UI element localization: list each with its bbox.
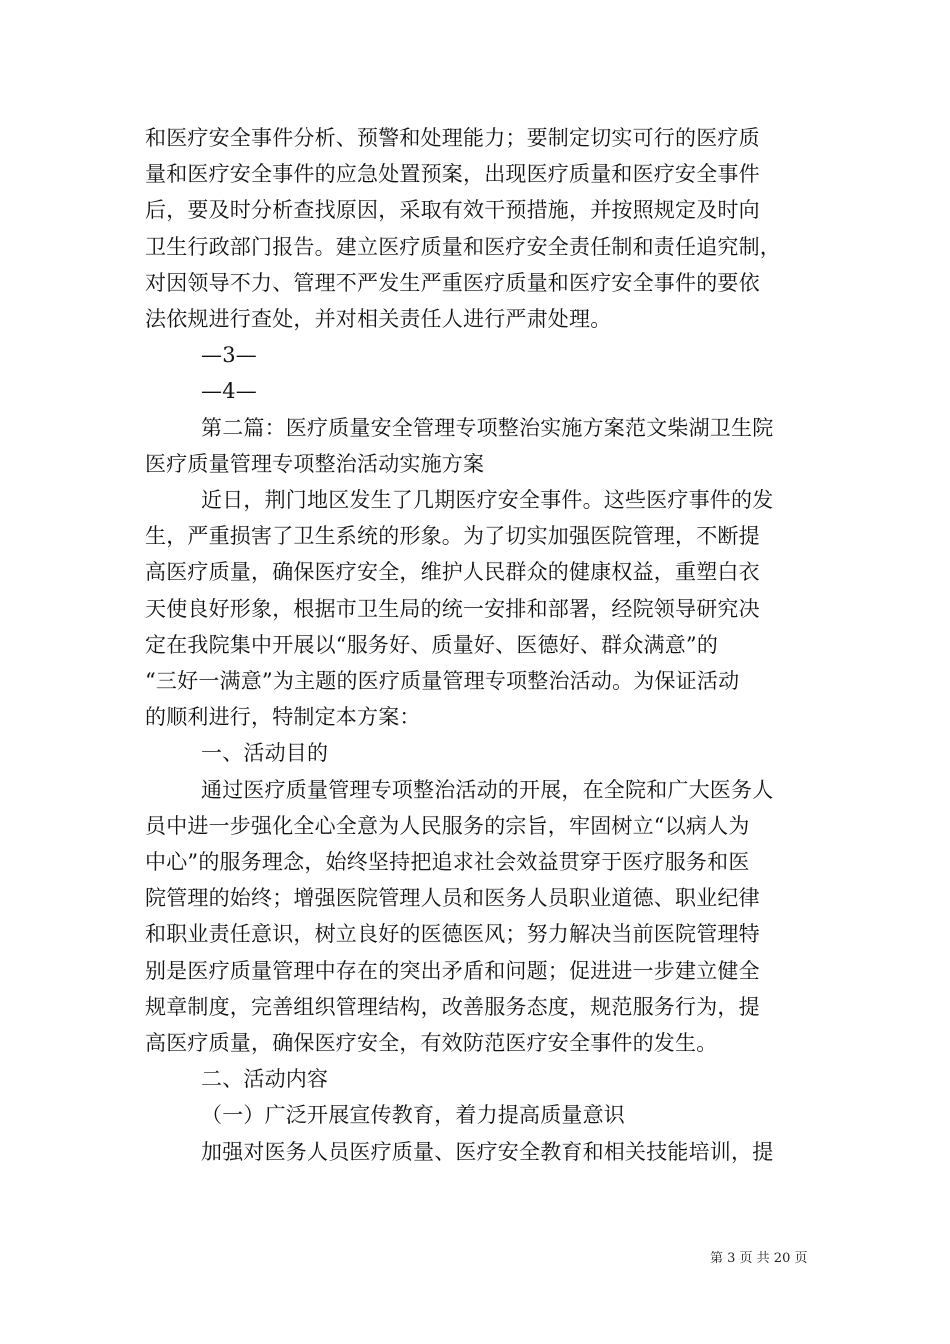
heading-activity-content: 二、活动内容 — [201, 1067, 329, 1092]
text-line-19: 通过医疗质量管理专项整治活动的开展，在全院和广大医务人 — [201, 777, 774, 802]
text-line-5: 对因领导不力、管理不严发生严重医疗质量和医疗安全事件的要依 — [145, 270, 760, 295]
text-line-6: 法依规进行查处，并对相关责任人进行严肃处理。 — [145, 307, 612, 332]
section-title: 第二篇：医疗质量安全管理专项整治实施方案范文柴湖卫生院 — [201, 415, 774, 440]
text-line-13: 高医疗质量，确保医疗安全，维护人民群众的健康权益，重塑白衣 — [145, 560, 760, 585]
text-line-12: 生，严重损害了卫生系统的形象。为了切实加强医院管理，不断提 — [145, 524, 760, 549]
text-line-21: 中心”的服务理念，始终坚持把追求社会效益贯穿于医疗服务和医 — [145, 850, 750, 875]
page-number-footer: 第 3 页 共 20 页 — [710, 1251, 808, 1266]
section-title-continued: 医疗质量管理专项整治活动实施方案 — [145, 451, 485, 476]
page-marker-3: —3— — [201, 343, 257, 368]
text-line-14: 天使良好形象，根据市卫生局的统一安排和部署，经院领导研究决 — [145, 596, 760, 621]
text-line-17: 的顺利进行，特制定本方案： — [145, 705, 421, 730]
text-line-25: 规章制度，完善组织管理结构，改善服务态度，规范服务行为，提 — [145, 994, 760, 1019]
text-line-22: 院管理的始终；增强医院管理人员和医务人员职业道德、职业纪律 — [145, 886, 760, 911]
text-line-16: “三好一满意”为主题的医疗质量管理专项整治活动。为保证活动 — [145, 669, 740, 694]
text-line-3: 后，要及时分析查找原因，采取有效干预措施，并按照规定及时向 — [145, 198, 760, 223]
text-line-1: 和医疗安全事件分析、预警和处理能力；要制定切实可行的医疗质 — [145, 126, 760, 150]
text-line-23: 和职业责任意识，树立良好的医德医风；努力解决当前医院管理特 — [145, 922, 760, 947]
text-line-29: 加强对医务人员医疗质量、医疗安全教育和相关技能培训，提 — [201, 1139, 774, 1164]
page-marker-4: —4— — [201, 379, 257, 404]
text-line-2: 量和医疗安全事件的应急处置预案，出现医疗质量和医疗安全事件 — [145, 162, 760, 187]
text-line-20: 员中进一步强化全心全意为人民服务的宗旨，牢固树立“以病人为 — [145, 813, 750, 838]
text-line-4: 卫生行政部门报告。建立医疗质量和医疗安全责任制和责任追究制， — [145, 234, 781, 259]
text-line-26: 高医疗质量，确保医疗安全，有效防范医疗安全事件的发生。 — [145, 1031, 718, 1056]
subheading-education: （一）广泛开展宣传教育，着力提高质量意识 — [201, 1103, 625, 1128]
text-line-11: 近日，荆门地区发生了几期医疗安全事件。这些医疗事件的发 — [201, 488, 774, 513]
document-body — [145, 120, 810, 1170]
text-line-24: 别是医疗质量管理中存在的突出矛盾和问题；促进进一步建立健全 — [145, 958, 760, 983]
heading-activity-purpose: 一、活动目的 — [201, 741, 329, 766]
text-line-15: 定在我院集中开展以“服务好、质量好、医德好、群众满意”的 — [145, 632, 719, 657]
